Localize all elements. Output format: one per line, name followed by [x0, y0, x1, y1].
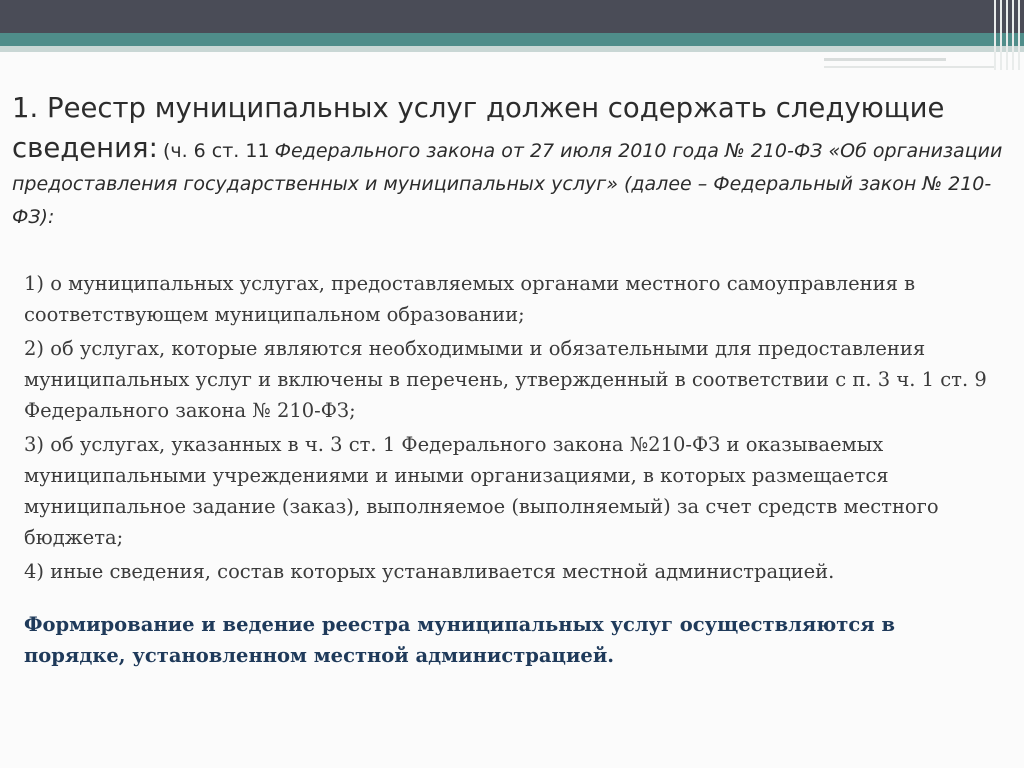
title-reference: (ч. 6 ст. 11 — [162, 140, 270, 162]
header-teal-bar — [0, 33, 1024, 46]
title-reference-law: Федерального закона от 27 июля 2010 года № 210-ФЗ «Об организации предоставления государственных и муниципальных услуг» (далее – Федеральный закон № 210-ФЗ): — [12, 140, 1003, 228]
decorative-stripes — [992, 0, 1024, 70]
header-light-bar — [0, 46, 1024, 52]
slide-title — [12, 88, 1016, 234]
list-item: 4) иные сведения, состав которых устанавливается местной администрацией. — [24, 560, 835, 583]
list-item: 2) об услугах, которые являются необходимыми и обязательными для предоставления муниципальных услуг и включены в перечень, утвержденный в соответствии с п. 3 ч. 1 ст. 9 Федерального закона № 210-ФЗ; — [24, 337, 987, 422]
list-item: 1) о муниципальных услугах, предоставляемых органами местного самоуправления в соответствующем муниципальном образовании; — [24, 272, 916, 326]
title-heading: 1. Реестр муниципальных услуг должен содержать следующие сведения: — [12, 92, 945, 164]
list-item: 3) об услугах, указанных в ч. 3 ст. 1 Федерального закона №210-ФЗ и оказываемых муниципальными учреждениями и иными организациями, в которых размещается муниципальное задание (заказ), выполняемое (выполняемый) за счет средств местного бюджета; — [24, 433, 939, 549]
slide-body — [24, 268, 996, 674]
decorative-line — [824, 66, 994, 68]
header-dark-bar — [0, 0, 1024, 33]
closing-statement: Формирование и ведение реестра муниципальных услуг осуществляются в порядке, установленном местной администрацией. — [24, 613, 896, 667]
decorative-line — [824, 58, 946, 61]
